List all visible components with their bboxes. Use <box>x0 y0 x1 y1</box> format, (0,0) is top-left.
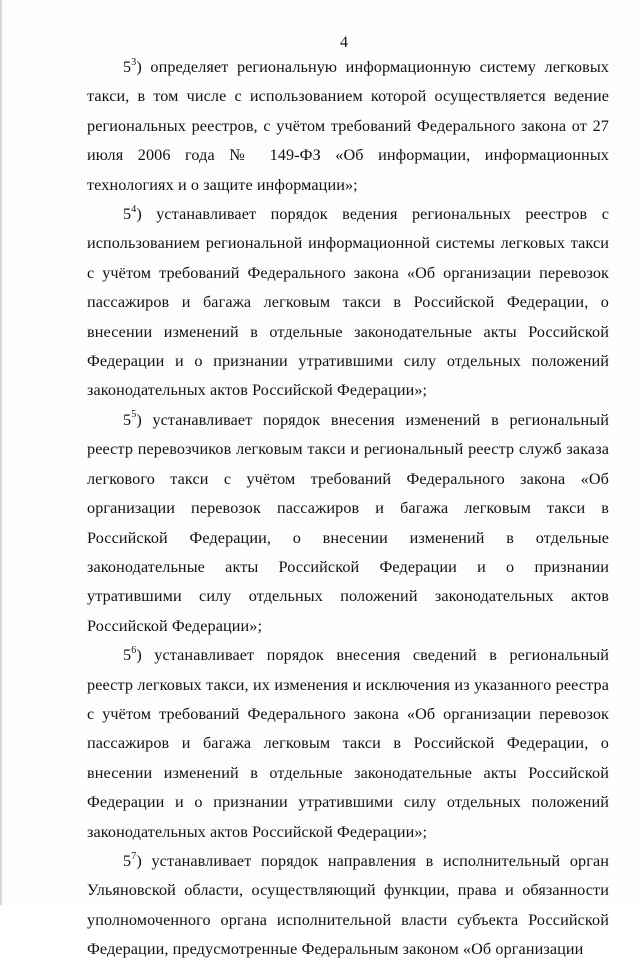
clause-superscript: 4 <box>131 203 137 215</box>
clause-text: устанавливает порядок направления в исполнительный орган Ульяновской области, осуществляющий функции, права и обязанности уполномоченного органа исполнительной власти субъекта Российской Федерации, предусмотренные Федеральным законом «Об организации <box>87 851 609 959</box>
clause-superscript: 3 <box>131 56 137 68</box>
clause-number: $5^6$) <box>123 644 142 665</box>
clause-number: $5^5$) <box>123 409 142 429</box>
clause-text: определяет региональную информационную систему легковых такси, в том числе с использованием которой осуществляется ведение региональных реестров, с учётом требований Федерального закона от 27 июля 2006 года № 149-ФЗ «Об информации, информационных технологиях и о защите информации»; <box>87 58 609 194</box>
clause-number: $5^7$) <box>123 850 142 870</box>
clause-5-5 <box>87 406 609 641</box>
document-body <box>87 53 609 965</box>
clause-number: $5^4$) <box>123 203 142 224</box>
scan-edge <box>0 0 2 905</box>
clause-text: устанавливает порядок внесения сведений в региональный реестр легковых такси, их изменения и исключения из указанного реестра с учётом требований Федерального закона «Об организации перевозок пассажиров и багажа легковым такси в Российской Федерации, о внесении изменений в отдельные законодательные акты Российской Федерации и о признании утратившими силу отдельных положений законодательных актов Российской Федерации»; <box>87 646 609 841</box>
clause-superscript: 5 <box>131 409 137 421</box>
clause-5-7 <box>87 847 609 965</box>
clause-5-3 <box>87 53 609 200</box>
clause-5-4 <box>87 200 609 406</box>
clause-superscript: 6 <box>131 644 137 656</box>
clause-text: устанавливает порядок внесения изменений в региональный реестр перевозчиков легковым такси и региональный реестр служб заказа легкового такси с учётом требований Федерального закона «Об организации перевозок пассажиров и багажа легковым такси в Российской Федерации, о внесении изменений в отдельные законодательные акты Российской Федерации и о признании утратившими силу отдельных положений законодательных актов Российской Федерации»; <box>87 410 609 635</box>
page-number: 4 <box>340 34 348 51</box>
clause-superscript: 7 <box>131 850 137 862</box>
clause-text: устанавливает порядок ведения региональных реестров с использованием региональной информационной системы легковых такси с учётом требований Федерального закона «Об организации перевозок пассажиров и багажа легковым такси в Российской Федерации, о внесении изменений в отдельные законодательные акты Российской Федерации и о признании утратившими силу отдельных положений законодательных актов Российской Федерации»; <box>87 205 609 400</box>
clause-number: $5^3$) <box>123 56 142 76</box>
clause-5-6 <box>87 641 609 847</box>
